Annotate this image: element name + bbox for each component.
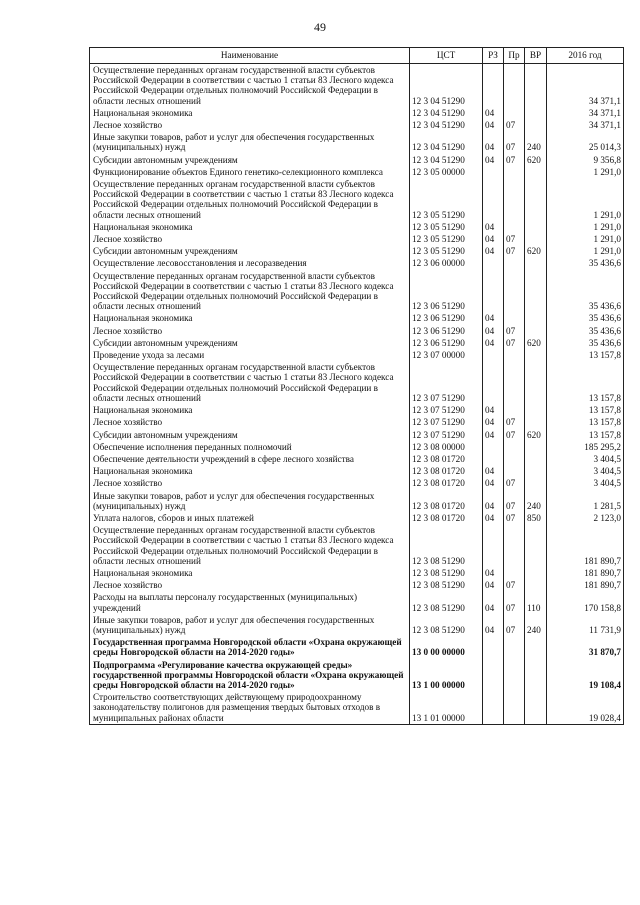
row-rz (483, 178, 504, 221)
row-vr (525, 107, 547, 119)
row-rz: 04 (483, 512, 504, 524)
row-cst: 12 3 08 51290 (410, 614, 483, 636)
row-cst: 12 3 08 51290 (410, 567, 483, 579)
row-cst: 12 3 06 51290 (410, 312, 483, 324)
table-row (90, 166, 624, 178)
row-pr: 07 (504, 119, 525, 131)
row-name: Осуществление лесовосстановления и лесоразведения (90, 257, 410, 269)
row-amount: 181 890,7 (547, 579, 624, 591)
row-vr: 620 (525, 245, 547, 257)
row-name: Обеспечение исполнения переданных полномочий (90, 441, 410, 453)
row-amount: 13 157,8 (547, 349, 624, 361)
row-cst: 12 3 06 51290 (410, 325, 483, 337)
row-rz: 04 (483, 107, 504, 119)
row-pr: 07 (504, 154, 525, 166)
row-amount: 2 123,0 (547, 512, 624, 524)
row-pr: 07 (504, 337, 525, 349)
row-amount: 3 404,5 (547, 465, 624, 477)
row-rz: 04 (483, 465, 504, 477)
row-vr (525, 178, 547, 221)
row-pr: 07 (504, 614, 525, 636)
row-rz: 04 (483, 591, 504, 613)
row-vr: 850 (525, 512, 547, 524)
header-rz: РЗ (483, 48, 504, 64)
row-pr (504, 166, 525, 178)
row-vr (525, 361, 547, 404)
row-name: Иные закупки товаров, работ и услуг для обеспечения государственных (муниципальных) нужд (90, 131, 410, 153)
row-vr: 240 (525, 490, 547, 512)
table-row (90, 416, 624, 428)
page-number: 49 (314, 20, 326, 34)
row-name: Проведение ухода за лесами (90, 349, 410, 361)
row-vr (525, 233, 547, 245)
row-pr: 07 (504, 512, 525, 524)
row-vr (525, 257, 547, 269)
row-pr (504, 524, 525, 567)
row-rz (483, 524, 504, 567)
row-rz (483, 453, 504, 465)
row-rz: 04 (483, 131, 504, 153)
table-row (90, 567, 624, 579)
row-cst: 12 3 06 00000 (410, 257, 483, 269)
table-row (90, 349, 624, 361)
row-amount: 3 404,5 (547, 477, 624, 489)
row-vr: 620 (525, 337, 547, 349)
row-name: Осуществление переданных органам государственной власти субъектов Российской Федерации в соответствии с частью 1 статьи 83 Лесного кодекса Российской Федерации отдельных полномочий Российской Федерации в области лесных отношений (90, 270, 410, 313)
row-rz (483, 441, 504, 453)
row-vr (525, 659, 547, 692)
row-cst: 12 3 05 51290 (410, 233, 483, 245)
row-pr (504, 659, 525, 692)
row-name: Осуществление переданных органам государственной власти субъектов Российской Федерации в соответствии с частью 1 статьи 83 Лесного кодекса Российской Федерации отдельных полномочий Российской Федерации в области лесных отношений (90, 64, 410, 107)
row-name: Осуществление переданных органам государственной власти субъектов Российской Федерации в соответствии с частью 1 статьи 83 Лесного кодекса Российской Федерации отдельных полномочий Российской Федерации в области лесных отношений (90, 524, 410, 567)
header-cst: ЦСТ (410, 48, 483, 64)
table-row (90, 119, 624, 131)
row-amount: 34 371,1 (547, 64, 624, 107)
row-cst: 12 3 06 51290 (410, 270, 483, 313)
row-cst: 12 3 07 51290 (410, 361, 483, 404)
row-vr (525, 477, 547, 489)
row-cst: 12 3 08 01720 (410, 453, 483, 465)
row-rz (483, 659, 504, 692)
row-name: Подпрограмма «Регулирование качества окружающей среды» государственной программы Новгородской области «Охрана окружающей среды Новгородской области на 2014-2020 годы» (90, 659, 410, 692)
row-amount: 3 404,5 (547, 453, 624, 465)
row-name: Лесное хозяйство (90, 416, 410, 428)
row-pr: 07 (504, 325, 525, 337)
table-row (90, 107, 624, 119)
table-row (90, 154, 624, 166)
row-name: Осуществление переданных органам государственной власти субъектов Российской Федерации в соответствии с частью 1 статьи 83 Лесного кодекса Российской Федерации отдельных полномочий Российской Федерации в области лесных отношений (90, 361, 410, 404)
row-cst: 12 3 08 51290 (410, 524, 483, 567)
row-vr (525, 524, 547, 567)
row-pr (504, 312, 525, 324)
table-row (90, 404, 624, 416)
row-amount: 11 731,9 (547, 614, 624, 636)
row-name: Государственная программа Новгородской области «Охрана окружающей среды Новгородской области на 2014-2020 годы» (90, 636, 410, 658)
row-pr (504, 465, 525, 477)
row-pr (504, 270, 525, 313)
row-name: Субсидии автономным учреждениям (90, 337, 410, 349)
row-name: Обеспечение деятельности учреждений в сфере лесного хозяйства (90, 453, 410, 465)
row-name: Осуществление переданных органам государственной власти субъектов Российской Федерации в соответствии с частью 1 статьи 83 Лесного кодекса Российской Федерации отдельных полномочий Российской Федерации в области лесных отношений (90, 178, 410, 221)
row-vr (525, 166, 547, 178)
row-amount: 181 890,7 (547, 567, 624, 579)
row-amount: 1 291,0 (547, 166, 624, 178)
row-cst: 12 3 08 01720 (410, 465, 483, 477)
row-name: Функционирование объектов Единого генетико-селекционного комплекса (90, 166, 410, 178)
table-row (90, 524, 624, 567)
row-vr (525, 441, 547, 453)
table-row (90, 245, 624, 257)
row-amount: 34 371,1 (547, 107, 624, 119)
row-vr (525, 325, 547, 337)
row-rz: 04 (483, 567, 504, 579)
table-row (90, 325, 624, 337)
row-rz: 04 (483, 579, 504, 591)
row-cst: 12 3 05 51290 (410, 178, 483, 221)
row-vr (525, 453, 547, 465)
row-amount: 13 157,8 (547, 361, 624, 404)
row-vr (525, 636, 547, 658)
row-vr (525, 567, 547, 579)
table-row (90, 64, 624, 107)
row-amount: 1 291,0 (547, 178, 624, 221)
row-rz: 04 (483, 233, 504, 245)
row-rz: 04 (483, 245, 504, 257)
row-vr (525, 691, 547, 724)
row-rz (483, 166, 504, 178)
table-row (90, 131, 624, 153)
row-rz (483, 349, 504, 361)
row-name: Лесное хозяйство (90, 579, 410, 591)
row-name: Строительство соответствующих действующему природоохранному законодательству полигонов для размещения твердых бытовых отходов в муниципальных районах области (90, 691, 410, 724)
row-pr (504, 691, 525, 724)
row-rz: 04 (483, 325, 504, 337)
row-vr (525, 416, 547, 428)
row-rz (483, 257, 504, 269)
row-name: Национальная экономика (90, 312, 410, 324)
row-vr (525, 221, 547, 233)
row-vr: 620 (525, 429, 547, 441)
row-cst: 12 3 04 51290 (410, 154, 483, 166)
row-pr (504, 349, 525, 361)
row-cst: 13 1 00 00000 (410, 659, 483, 692)
row-amount: 31 870,7 (547, 636, 624, 658)
row-amount: 34 371,1 (547, 119, 624, 131)
table-row (90, 257, 624, 269)
row-name: Расходы на выплаты персоналу государственных (муниципальных) учреждений (90, 591, 410, 613)
row-cst: 13 1 01 00000 (410, 691, 483, 724)
row-pr: 07 (504, 233, 525, 245)
row-pr: 07 (504, 245, 525, 257)
row-cst: 12 3 08 01720 (410, 490, 483, 512)
row-cst: 12 3 07 00000 (410, 349, 483, 361)
table-row (90, 465, 624, 477)
row-amount: 25 014,3 (547, 131, 624, 153)
row-rz: 04 (483, 477, 504, 489)
row-rz: 04 (483, 614, 504, 636)
table-row (90, 477, 624, 489)
row-vr: 240 (525, 614, 547, 636)
row-name: Национальная экономика (90, 404, 410, 416)
row-amount: 13 157,8 (547, 429, 624, 441)
row-amount: 181 890,7 (547, 524, 624, 567)
row-vr (525, 119, 547, 131)
row-vr (525, 404, 547, 416)
row-rz (483, 361, 504, 404)
row-pr (504, 107, 525, 119)
row-name: Иные закупки товаров, работ и услуг для обеспечения государственных (муниципальных) нужд (90, 490, 410, 512)
table-row (90, 429, 624, 441)
row-name: Субсидии автономным учреждениям (90, 429, 410, 441)
row-name: Лесное хозяйство (90, 233, 410, 245)
row-name: Национальная экономика (90, 567, 410, 579)
row-pr: 07 (504, 477, 525, 489)
row-pr: 07 (504, 131, 525, 153)
row-rz: 04 (483, 312, 504, 324)
row-pr (504, 567, 525, 579)
table-row (90, 591, 624, 613)
row-name: Национальная экономика (90, 465, 410, 477)
row-amount: 35 436,6 (547, 337, 624, 349)
row-pr (504, 441, 525, 453)
row-pr: 07 (504, 429, 525, 441)
table-row (90, 233, 624, 245)
row-amount: 170 158,8 (547, 591, 624, 613)
row-pr: 07 (504, 591, 525, 613)
row-rz (483, 270, 504, 313)
row-name: Субсидии автономным учреждениям (90, 154, 410, 166)
row-pr (504, 257, 525, 269)
row-rz: 04 (483, 416, 504, 428)
row-name: Уплата налогов, сборов и иных платежей (90, 512, 410, 524)
row-name: Субсидии автономным учреждениям (90, 245, 410, 257)
row-name: Национальная экономика (90, 221, 410, 233)
row-vr: 240 (525, 131, 547, 153)
row-rz: 04 (483, 429, 504, 441)
table-row (90, 636, 624, 658)
row-amount: 19 108,4 (547, 659, 624, 692)
row-vr (525, 64, 547, 107)
row-vr (525, 465, 547, 477)
row-vr (525, 579, 547, 591)
table-row (90, 490, 624, 512)
row-amount: 13 157,8 (547, 404, 624, 416)
row-amount: 185 295,2 (547, 441, 624, 453)
row-name: Лесное хозяйство (90, 119, 410, 131)
row-pr: 07 (504, 416, 525, 428)
header-vr: ВР (525, 48, 547, 64)
row-amount: 13 157,8 (547, 416, 624, 428)
row-pr: 07 (504, 579, 525, 591)
row-rz: 04 (483, 490, 504, 512)
row-cst: 12 3 05 51290 (410, 245, 483, 257)
table-row (90, 441, 624, 453)
row-amount: 1 291,0 (547, 245, 624, 257)
row-rz (483, 64, 504, 107)
table-row (90, 614, 624, 636)
table-row (90, 512, 624, 524)
budget-table (89, 47, 624, 725)
header-pr: Пр (504, 48, 525, 64)
table-row (90, 270, 624, 313)
row-amount: 1 291,0 (547, 233, 624, 245)
table-header-row (90, 48, 624, 64)
row-cst: 12 3 08 51290 (410, 579, 483, 591)
row-cst: 12 3 06 51290 (410, 337, 483, 349)
table-row (90, 221, 624, 233)
table-row (90, 361, 624, 404)
row-cst: 12 3 08 51290 (410, 591, 483, 613)
row-pr (504, 453, 525, 465)
row-pr (504, 64, 525, 107)
row-rz: 04 (483, 404, 504, 416)
header-amount: 2016 год (547, 48, 624, 64)
row-pr (504, 178, 525, 221)
row-amount: 1 281,5 (547, 490, 624, 512)
table-row (90, 312, 624, 324)
row-pr (504, 636, 525, 658)
row-cst: 12 3 04 51290 (410, 131, 483, 153)
table-row (90, 579, 624, 591)
row-vr: 620 (525, 154, 547, 166)
row-rz (483, 636, 504, 658)
row-rz: 04 (483, 221, 504, 233)
row-rz: 04 (483, 337, 504, 349)
row-cst: 12 3 08 01720 (410, 477, 483, 489)
row-cst: 13 0 00 00000 (410, 636, 483, 658)
row-name: Иные закупки товаров, работ и услуг для обеспечения государственных (муниципальных) нужд (90, 614, 410, 636)
row-amount: 35 436,6 (547, 257, 624, 269)
row-vr (525, 349, 547, 361)
row-cst: 12 3 04 51290 (410, 107, 483, 119)
row-pr (504, 361, 525, 404)
row-vr (525, 270, 547, 313)
row-amount: 9 356,8 (547, 154, 624, 166)
row-vr (525, 312, 547, 324)
row-cst: 12 3 05 51290 (410, 221, 483, 233)
table-row (90, 691, 624, 724)
row-amount: 35 436,6 (547, 270, 624, 313)
row-name: Лесное хозяйство (90, 325, 410, 337)
table-body (90, 64, 624, 725)
row-cst: 12 3 08 00000 (410, 441, 483, 453)
row-amount: 19 028,4 (547, 691, 624, 724)
row-name: Лесное хозяйство (90, 477, 410, 489)
row-cst: 12 3 07 51290 (410, 429, 483, 441)
row-vr: 110 (525, 591, 547, 613)
row-amount: 35 436,6 (547, 325, 624, 337)
row-rz: 04 (483, 119, 504, 131)
row-pr: 07 (504, 490, 525, 512)
row-rz: 04 (483, 154, 504, 166)
table-row (90, 178, 624, 221)
row-cst: 12 3 04 51290 (410, 119, 483, 131)
row-cst: 12 3 07 51290 (410, 416, 483, 428)
row-pr (504, 404, 525, 416)
row-amount: 1 291,0 (547, 221, 624, 233)
row-cst: 12 3 08 01720 (410, 512, 483, 524)
row-amount: 35 436,6 (547, 312, 624, 324)
row-pr (504, 221, 525, 233)
row-cst: 12 3 07 51290 (410, 404, 483, 416)
table-row (90, 453, 624, 465)
table-row (90, 337, 624, 349)
table-row (90, 659, 624, 692)
row-cst: 12 3 04 51290 (410, 64, 483, 107)
header-name: Наименование (90, 48, 410, 64)
row-name: Национальная экономика (90, 107, 410, 119)
row-rz (483, 691, 504, 724)
row-cst: 12 3 05 00000 (410, 166, 483, 178)
